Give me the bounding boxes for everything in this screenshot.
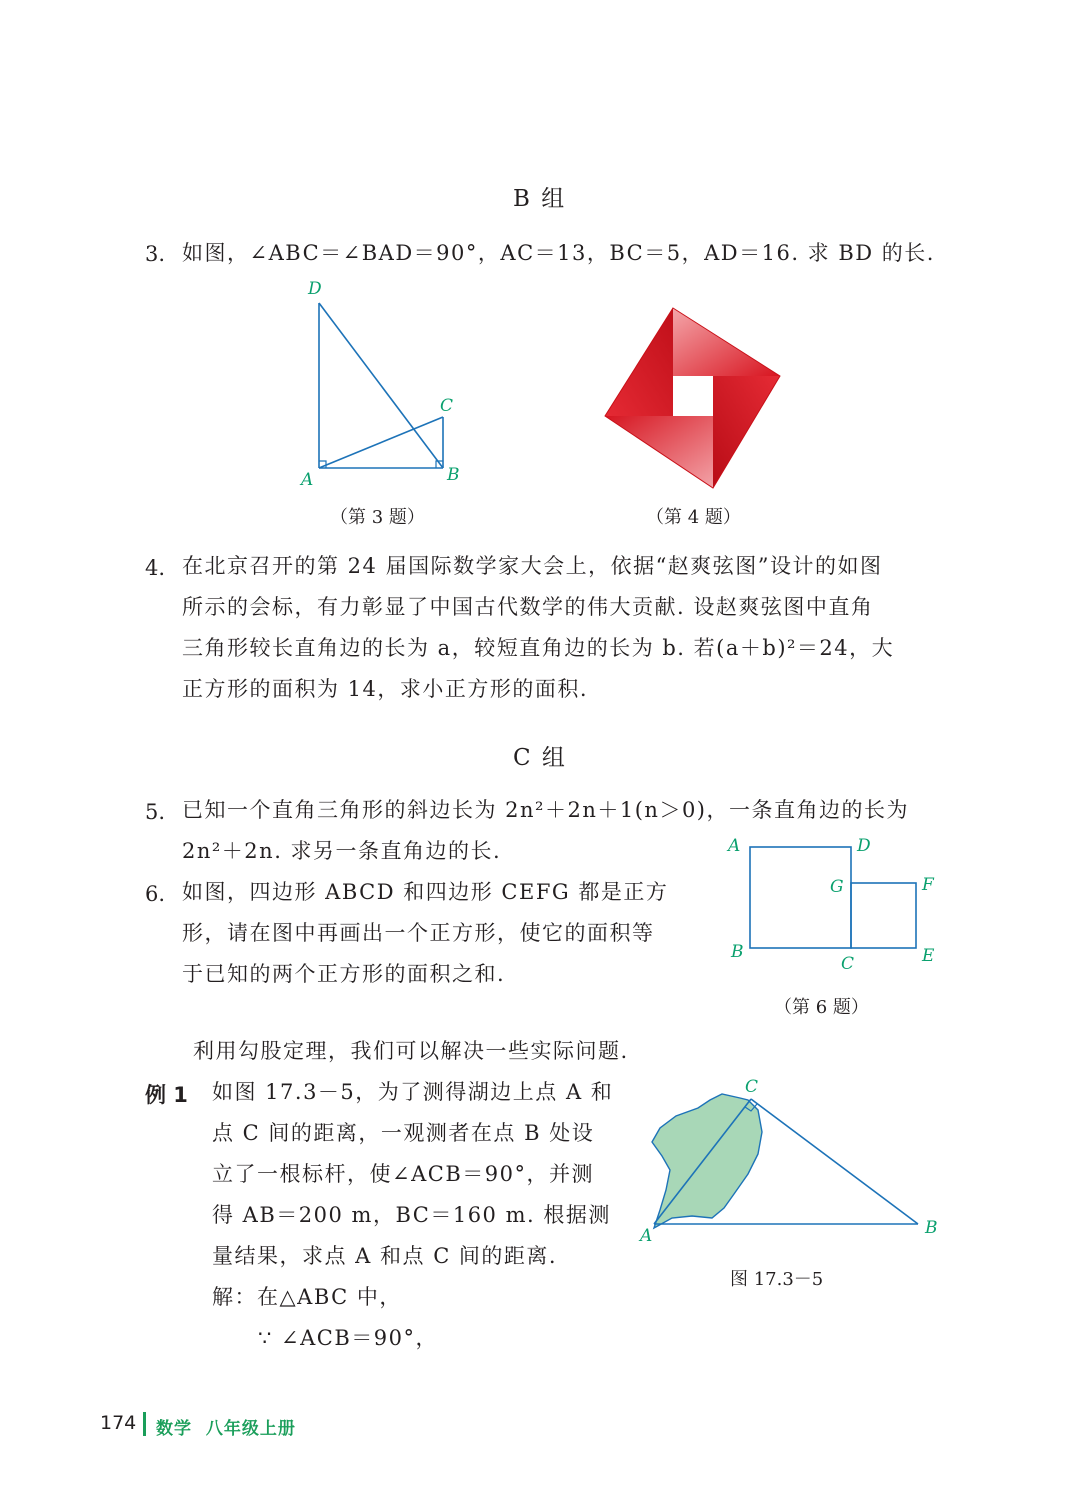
label-A: A <box>728 836 741 856</box>
label-E: E <box>922 946 935 966</box>
solution-line: 解：在△ABC 中， <box>212 1285 402 1309</box>
fig3-caption: （第 3 题） <box>330 507 425 528</box>
example-label: 例 1 <box>145 1083 188 1107</box>
footer-divider <box>143 1412 146 1436</box>
label-F: F <box>922 875 934 895</box>
fig4-caption: （第 4 题） <box>646 507 741 528</box>
q5-line-1: 已知一个直角三角形的斜边长为 2n²＋2n＋1(n＞0)，一条直角边的长为 <box>182 798 909 822</box>
label-A: A <box>640 1226 653 1246</box>
label-G: G <box>830 877 844 897</box>
fig6-caption: （第 6 题） <box>774 997 869 1018</box>
logo-center-square <box>673 376 713 416</box>
figure-q6 <box>720 832 950 972</box>
q4-line-1: 在北京召开的第 24 届国际数学家大会上，依据“赵爽弦图”设计的如图 <box>182 554 883 578</box>
lake-shape <box>652 1094 762 1228</box>
figure-17-3-5 <box>630 1070 950 1250</box>
example-line-2: 点 C 间的距离，一观测者在点 B 处设 <box>212 1121 595 1145</box>
book-title: 数学 八年级上册 <box>156 1419 296 1439</box>
fig-17-3-5-caption: 图 17.3－5 <box>730 1269 824 1290</box>
label-B: B <box>447 465 460 485</box>
section-b-title: B 组 <box>513 186 567 212</box>
intro-text: 利用勾股定理，我们可以解决一些实际问题. <box>193 1039 629 1063</box>
q6-line-2: 形，请在图中再画出一个正方形，使它的面积等 <box>182 921 655 945</box>
example-line-5: 量结果，求点 A 和点 C 间的距离. <box>212 1244 558 1268</box>
example-line-1: 如图 17.3－5，为了测得湖边上点 A 和 <box>212 1080 614 1104</box>
label-C: C <box>440 396 454 416</box>
q3-text: 如图，∠ABC＝∠BAD＝90°，AC＝13，BC＝5，AD＝16. 求 BD 的长. <box>182 241 935 265</box>
q4-line-2: 所示的会标，有力彰显了中国古代数学的伟大贡献. 设赵爽弦图中直角 <box>182 595 874 619</box>
q5-number: 5. <box>145 800 166 824</box>
page-number: 174 <box>100 1412 137 1434</box>
square-CEFG <box>851 883 916 948</box>
q6-line-1: 如图，四边形 ABCD 和四边形 CEFG 都是正方 <box>182 880 669 904</box>
q4-line-3: 三角形较长直角边的长为 a，较短直角边的长为 b. 若(a＋b)²＝24，大 <box>182 636 895 660</box>
because-line: ∵ ∠ACB＝90°， <box>258 1326 439 1350</box>
q4-line-4: 正方形的面积为 14，求小正方形的面积. <box>182 677 589 701</box>
label-D: D <box>857 836 871 856</box>
example-line-3: 立了一根标杆，使∠ACB＝90°，并测 <box>212 1162 594 1186</box>
label-C: C <box>841 954 855 972</box>
q5-line-2: 2n²＋2n. 求另一条直角边的长. <box>182 839 502 863</box>
q4-number: 4. <box>145 556 166 580</box>
q6-number: 6. <box>145 882 166 906</box>
q3-number: 3. <box>145 242 166 266</box>
label-C: C <box>745 1077 759 1097</box>
label-D: D <box>308 279 322 299</box>
section-c-title: C 组 <box>513 745 567 771</box>
square-ABCD <box>750 847 851 948</box>
q6-line-3: 于已知的两个正方形的面积之和. <box>182 962 506 986</box>
zhao-shuang-logo <box>600 303 790 493</box>
example-line-4: 得 AB＝200 m，BC＝160 m. 根据测 <box>212 1203 611 1227</box>
label-A: A <box>301 470 314 490</box>
segment-CB <box>751 1099 918 1224</box>
label-B: B <box>925 1218 938 1238</box>
figure-q3 <box>290 275 480 495</box>
label-B: B <box>731 942 744 962</box>
